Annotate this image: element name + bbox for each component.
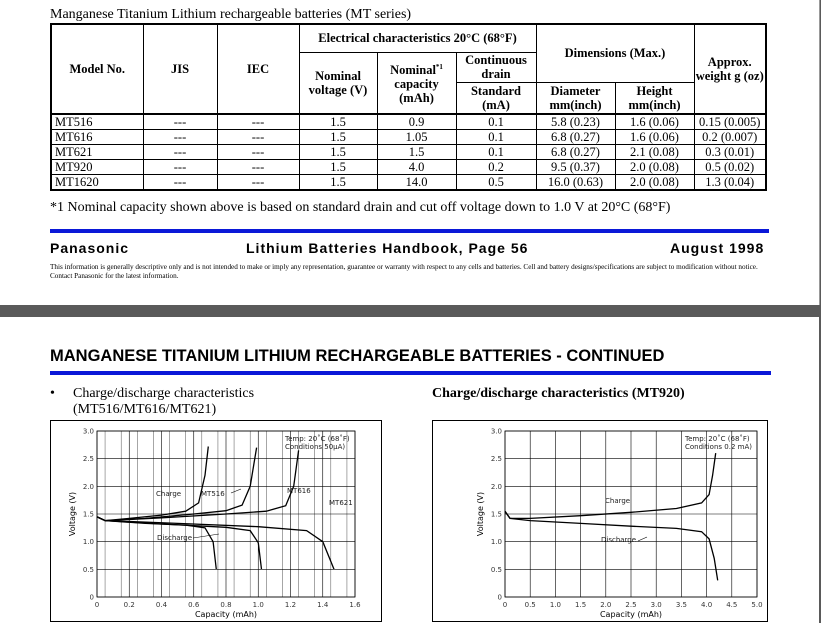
cell-iec: --- [217,145,299,160]
cell-model: MT516 [51,114,143,130]
x-tick-label: 1.2 [284,601,297,609]
cell-weight: 0.2 (0.007) [694,130,766,145]
annotation-leader-discharge [638,537,647,541]
x-tick-label: 0 [94,601,100,609]
chart-svg-left [51,421,381,621]
conditions-text: Conditions 50µA) [285,443,346,451]
cell-voltage: 1.5 [299,145,377,160]
battery-spec-table [50,23,767,191]
cell-iec: --- [217,160,299,175]
title-rule [50,371,771,375]
cell-drain: 0.1 [456,145,536,160]
x-tick-label: 1.0 [549,601,561,609]
y-tick-label: 3.0 [490,427,502,436]
table-row [51,130,766,145]
header-rule [50,229,769,233]
x-tick-label: 0 [502,601,508,609]
cell-height: 2.1 (0.08) [615,145,694,160]
conditions-text: Conditions 0.2 mA) [685,443,752,451]
y-tick-label: 1.0 [490,538,502,547]
x-tick-label: 4.5 [726,601,738,609]
y-tick-label: 0 [497,593,502,602]
cell-drain: 0.1 [456,114,536,130]
y-tick-label: 0.5 [490,565,502,574]
x-tick-label: 0.4 [155,601,168,609]
y-axis-label: Voltage (V) [476,491,485,537]
cell-jis: --- [143,130,217,145]
cell-capacity: 0.9 [377,114,456,130]
y-tick-label: 2.5 [82,455,94,464]
y-tick-label: 1.5 [82,510,94,519]
cell-capacity: 1.05 [377,130,456,145]
annotation-discharge: Discharge [157,534,193,542]
table-caption: Manganese Titanium Lithium rechargeable batteries (MT series) [50,7,412,22]
cell-drain: 0.5 [456,175,536,191]
annotation-leader-mt516 [231,489,241,493]
cell-voltage: 1.5 [299,130,377,145]
x-tick-label: 1.0 [252,601,264,609]
table-row [51,175,766,191]
header-continuous-drain: Continuous drain [456,52,536,82]
cell-iec: --- [217,114,299,130]
x-tick-label: 0.8 [220,601,232,609]
cell-weight: 1.3 (0.04) [694,175,766,191]
annotation-charge: Charge [156,490,182,498]
series-line-mt616-discharge [97,517,262,570]
header-diameter: Diameter mm(inch) [536,82,615,114]
x-tick-label: 5.0 [751,601,763,609]
annotation-mt516: MT516 [201,490,225,498]
x-tick-label: 4.0 [701,601,713,609]
y-tick-label: 0.5 [82,565,94,574]
x-tick-label: 1.5 [575,601,587,609]
brand-name: Panasonic [50,240,130,256]
handbook-title: Lithium Batteries Handbook, Page 56 [246,240,529,256]
series-line-mt621-charge [97,450,299,520]
cell-height: 2.0 (0.08) [615,160,694,175]
y-tick-label: 2.0 [490,482,502,491]
series-line-mt516-charge [97,447,208,521]
y-tick-label: 1.5 [490,510,502,519]
cell-jis: --- [143,160,217,175]
conditions-temp: Temp: 20˚C (68˚F) [685,435,750,443]
cell-jis: --- [143,114,217,130]
cell-height: 1.6 (0.06) [615,114,694,130]
x-tick-label: 0.5 [524,601,536,609]
table-row [51,145,766,160]
x-tick-label: 2.0 [600,601,612,609]
cell-diameter: 9.5 (0.37) [536,160,615,175]
cell-model: MT621 [51,145,143,160]
chart-mt516-616-621 [50,420,382,622]
x-tick-label: 3.0 [650,601,662,609]
x-tick-label: 2.5 [625,601,637,609]
x-axis-label: Capacity (mAh) [194,610,258,619]
x-tick-label: 1.4 [317,601,329,609]
x-axis-label: Capacity (mAh) [599,610,663,619]
page-title: MANGANESE TITANIUM LITHIUM RECHARGEABLE BATTERIES - CONTINUED [50,347,665,365]
bullet: • [50,386,55,401]
cell-jis: --- [143,175,217,191]
cell-iec: --- [217,175,299,191]
header-iec: IEC [217,24,299,114]
header-standard: Standard (mA) [456,82,536,114]
header-electrical: Electrical characteristics 20°C (68°F) [299,24,536,52]
y-tick-label: 3.0 [82,427,94,436]
y-tick-label: 2.0 [82,482,94,491]
y-axis-label: Voltage (V) [68,491,77,537]
cell-iec: --- [217,130,299,145]
annotation-charge: Charge [605,497,631,505]
conditions-temp: Temp: 20˚C (68˚F) [285,435,350,443]
document-page-1 [0,0,820,305]
table-row [51,114,766,130]
cell-weight: 0.5 (0.02) [694,160,766,175]
x-tick-label: 3.5 [675,601,687,609]
series-line-mt920-charge [505,453,716,518]
cell-height: 2.0 (0.08) [615,175,694,191]
cell-model: MT1620 [51,175,143,191]
header-weight: Approx. weight g (oz) [694,24,766,114]
publication-date: August 1998 [670,240,765,256]
y-tick-label: 0 [89,593,94,602]
header-jis: JIS [143,24,217,114]
x-tick-label: 0.2 [123,601,135,609]
annotation-mt621: MT621 [329,499,353,507]
cell-voltage: 1.5 [299,114,377,130]
header-nominal-capacity: Nominal$^{*1}$ capacity (mAh) [377,52,456,114]
cell-drain: 0.1 [456,130,536,145]
header-nominal-voltage: Nominal voltage (V) [299,52,377,114]
cell-voltage: 1.5 [299,175,377,191]
header-dimensions: Dimensions (Max.) [536,24,694,82]
cell-height: 1.6 (0.06) [615,130,694,145]
disclaimer: This information is generally descriptive only and is not intended to make or imply any representation, guarantee or warranty with respect to any cells and batteries. Cell and battery designs/specifications are subject to modification without notice. Contact Panasonic for the latest information. [50,263,758,280]
x-tick-label: 1.6 [349,601,361,609]
cell-diameter: 6.8 (0.27) [536,145,615,160]
cell-model: MT920 [51,160,143,175]
chart-mt920 [432,420,768,622]
y-tick-label: 1.0 [82,538,94,547]
cell-diameter: 6.8 (0.27) [536,130,615,145]
annotation-leader-discharge [193,534,219,538]
cell-voltage: 1.5 [299,160,377,175]
cell-weight: 0.15 (0.005) [694,114,766,130]
annotation-mt616: MT616 [287,487,311,495]
series-line-mt920-discharge [505,511,718,580]
x-tick-label: 0.6 [188,601,200,609]
cell-diameter: 16.0 (0.63) [536,175,615,191]
header-model: Model No. [51,24,143,114]
footnote: *1 Nominal capacity shown above is based on standard drain and cut off voltage down to 1.0 V at 20°C (68°F) [50,200,671,215]
left-heading-models: (MT516/MT616/MT621) [73,402,217,417]
cell-weight: 0.3 (0.01) [694,145,766,160]
cell-diameter: 5.8 (0.23) [536,114,615,130]
chart-svg-right [433,421,767,621]
cell-capacity: 4.0 [377,160,456,175]
annotation-discharge: Discharge [601,536,637,544]
cell-drain: 0.2 [456,160,536,175]
cell-capacity: 14.0 [377,175,456,191]
left-heading: Charge/discharge characteristics [73,386,255,401]
right-heading: Charge/discharge characteristics (MT920) [432,386,685,401]
y-tick-label: 2.5 [490,455,502,464]
table-row [51,160,766,175]
header-height: Height mm(inch) [615,82,694,114]
cell-jis: --- [143,145,217,160]
cell-model: MT616 [51,130,143,145]
cell-capacity: 1.5 [377,145,456,160]
